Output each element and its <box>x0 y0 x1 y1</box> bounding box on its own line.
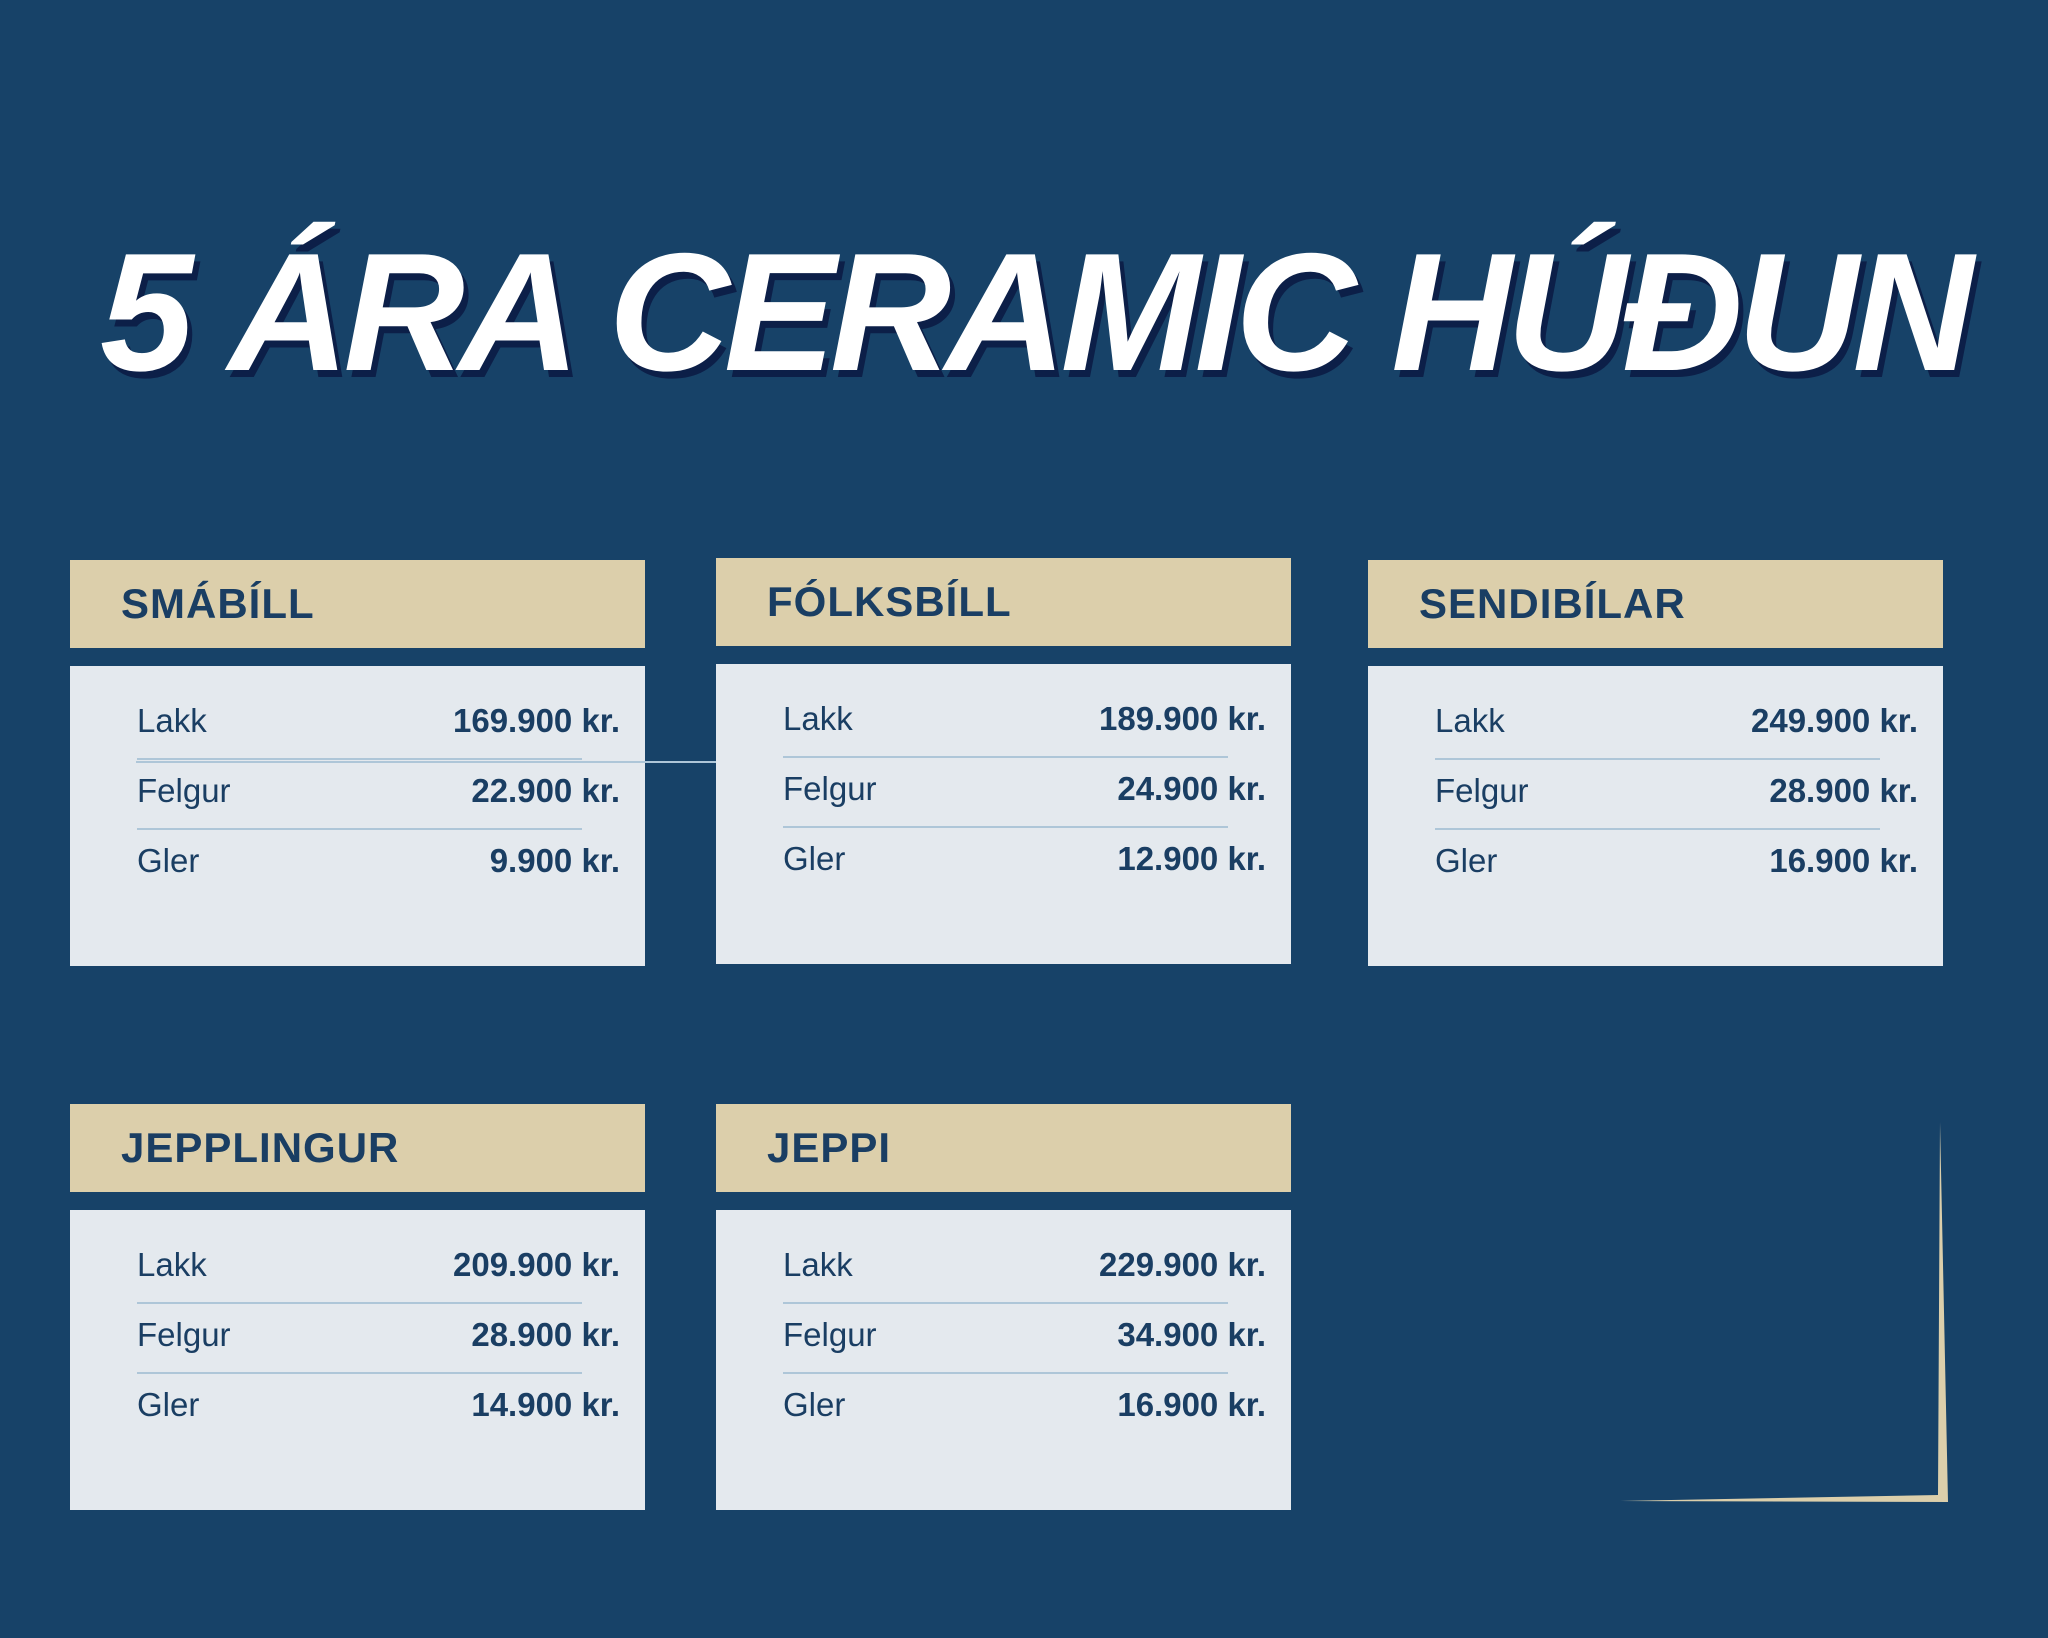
row-price: 22.900 kr. <box>471 772 620 809</box>
row-label: Lakk <box>137 702 207 739</box>
row-label: Lakk <box>783 1246 853 1283</box>
card-header: SMÁBÍLL <box>70 560 645 648</box>
card-header: JEPPLINGUR <box>70 1104 645 1192</box>
row-price: 24.900 kr. <box>1117 770 1266 807</box>
row-price: 189.900 kr. <box>1099 700 1266 737</box>
row-label: Lakk <box>783 700 853 737</box>
row-price: 28.900 kr. <box>471 1316 620 1353</box>
row-label: Gler <box>783 1386 846 1423</box>
row-label: Gler <box>1435 842 1498 879</box>
row-price: 34.900 kr. <box>1117 1316 1266 1353</box>
row-price: 14.900 kr. <box>471 1386 620 1423</box>
row-price: 209.900 kr. <box>453 1246 620 1283</box>
row-label: Felgur <box>137 772 231 809</box>
row-label: Gler <box>137 1386 200 1423</box>
card-header: FÓLKSBÍLL <box>716 558 1291 646</box>
page-title: 5 ÁRA CERAMIC HÚÐUN <box>100 218 1968 406</box>
card-header: JEPPI <box>716 1104 1291 1192</box>
row-label: Gler <box>137 842 200 879</box>
row-label: Lakk <box>137 1246 207 1283</box>
row-label: Gler <box>783 840 846 877</box>
row-price: 169.900 kr. <box>453 702 620 739</box>
row-price: 12.900 kr. <box>1117 840 1266 877</box>
row-price: 16.900 kr. <box>1117 1386 1266 1423</box>
row-label: Felgur <box>137 1316 231 1353</box>
row-price: 249.900 kr. <box>1751 702 1918 739</box>
row-label: Felgur <box>1435 772 1529 809</box>
row-price: 9.900 kr. <box>489 842 620 879</box>
card-header: SENDIBÍLAR <box>1368 560 1943 648</box>
row-price: 229.900 kr. <box>1099 1246 1266 1283</box>
row-price: 16.900 kr. <box>1769 842 1918 879</box>
row-price: 28.900 kr. <box>1769 772 1918 809</box>
row-label: Lakk <box>1435 702 1505 739</box>
gold-corner-accent <box>1620 1122 1948 1502</box>
row-label: Felgur <box>783 770 877 807</box>
row-label: Felgur <box>783 1316 877 1353</box>
